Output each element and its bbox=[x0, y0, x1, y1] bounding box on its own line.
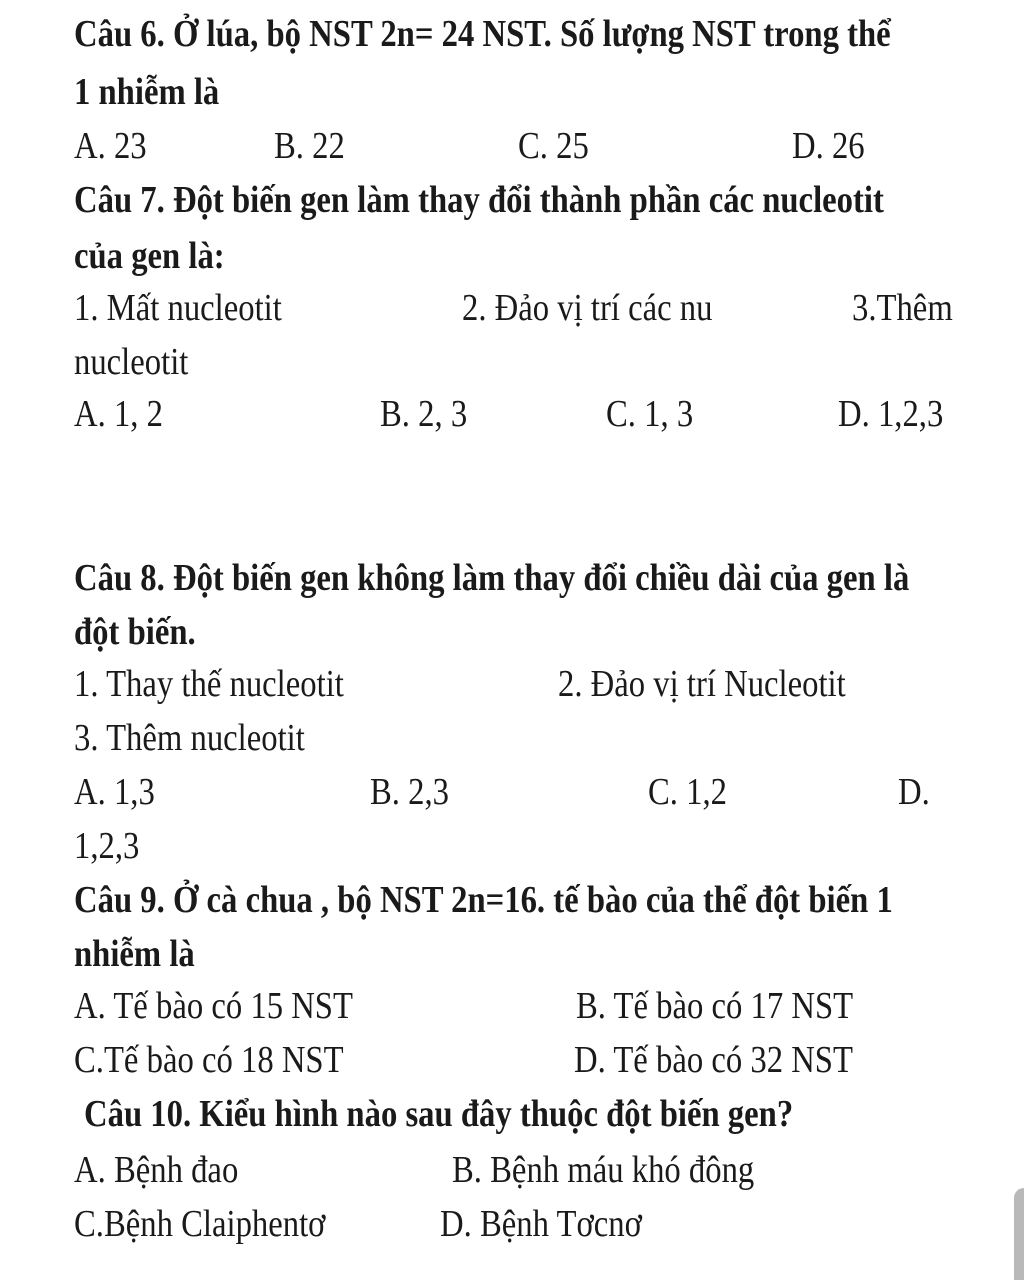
question-8-option-c: C. 1,2 bbox=[648, 771, 727, 813]
question-7-item-2: 2. Đảo vị trí các nu bbox=[462, 287, 713, 329]
question-8-item-2: 2. Đảo vị trí Nucleotit bbox=[558, 663, 846, 705]
question-6-option-a: A. 23 bbox=[74, 125, 147, 167]
question-6-title-cont: 1 nhiễm là bbox=[74, 71, 220, 113]
question-7-item-3-cont: nucleotit bbox=[74, 341, 189, 383]
question-7-option-d: D. 1,2,3 bbox=[838, 393, 944, 435]
scrollbar-edge[interactable] bbox=[1014, 1188, 1024, 1280]
question-7-title: Câu 7. Đột biến gen làm thay đổi thành phần các nucleotit bbox=[74, 179, 884, 221]
question-8-title: Câu 8. Đột biến gen không làm thay đổi chiều dài của gen là bbox=[74, 557, 910, 599]
question-10-option-c: C.Bệnh Claiphentơ bbox=[74, 1203, 326, 1245]
question-10-title: Câu 10. Kiểu hình nào sau đây thuộc đột biến gen? bbox=[84, 1093, 794, 1135]
question-9-option-c: C.Tế bào có 18 NST bbox=[74, 1039, 344, 1081]
question-6-option-d: D. 26 bbox=[792, 125, 865, 167]
question-10-option-d: D. Bệnh Tơcnơ bbox=[440, 1203, 642, 1245]
question-8-item-1: 1. Thay thế nucleotit bbox=[74, 663, 344, 705]
question-9-option-b: B. Tế bào có 17 NST bbox=[576, 985, 854, 1027]
question-7-item-3: 3.Thêm bbox=[852, 287, 953, 329]
question-10-option-a: A. Bệnh đao bbox=[74, 1149, 239, 1191]
question-6-option-b: B. 22 bbox=[274, 125, 345, 167]
question-8-option-a: A. 1,3 bbox=[74, 771, 155, 813]
question-7-option-b: B. 2, 3 bbox=[380, 393, 468, 435]
question-8-item-3: 3. Thêm nucleotit bbox=[74, 717, 305, 759]
question-8-option-b: B. 2,3 bbox=[370, 771, 449, 813]
question-7-item-1: 1. Mất nucleotit bbox=[74, 287, 282, 329]
question-8-option-d: D. bbox=[898, 771, 930, 813]
question-9-option-d: D. Tế bào có 32 NST bbox=[574, 1039, 853, 1081]
question-7-option-c: C. 1, 3 bbox=[606, 393, 694, 435]
question-7-option-a: A. 1, 2 bbox=[74, 393, 163, 435]
question-9-title: Câu 9. Ở cà chua , bộ NST 2n=16. tế bào của thể đột biến 1 bbox=[74, 879, 893, 921]
question-8-option-d-cont: 1,2,3 bbox=[74, 825, 140, 867]
question-6-title: Câu 6. Ở lúa, bộ NST 2n= 24 NST. Số lượng NST trong thể bbox=[74, 13, 891, 55]
question-8-title-cont: đột biến. bbox=[74, 611, 196, 653]
question-9-option-a: A. Tế bào có 15 NST bbox=[74, 985, 353, 1027]
question-9-title-cont: nhiễm là bbox=[74, 933, 195, 975]
question-6-option-c: C. 25 bbox=[518, 125, 589, 167]
question-10-option-b: B. Bệnh máu khó đông bbox=[452, 1149, 755, 1191]
question-7-title-cont: của gen là: bbox=[74, 235, 225, 277]
